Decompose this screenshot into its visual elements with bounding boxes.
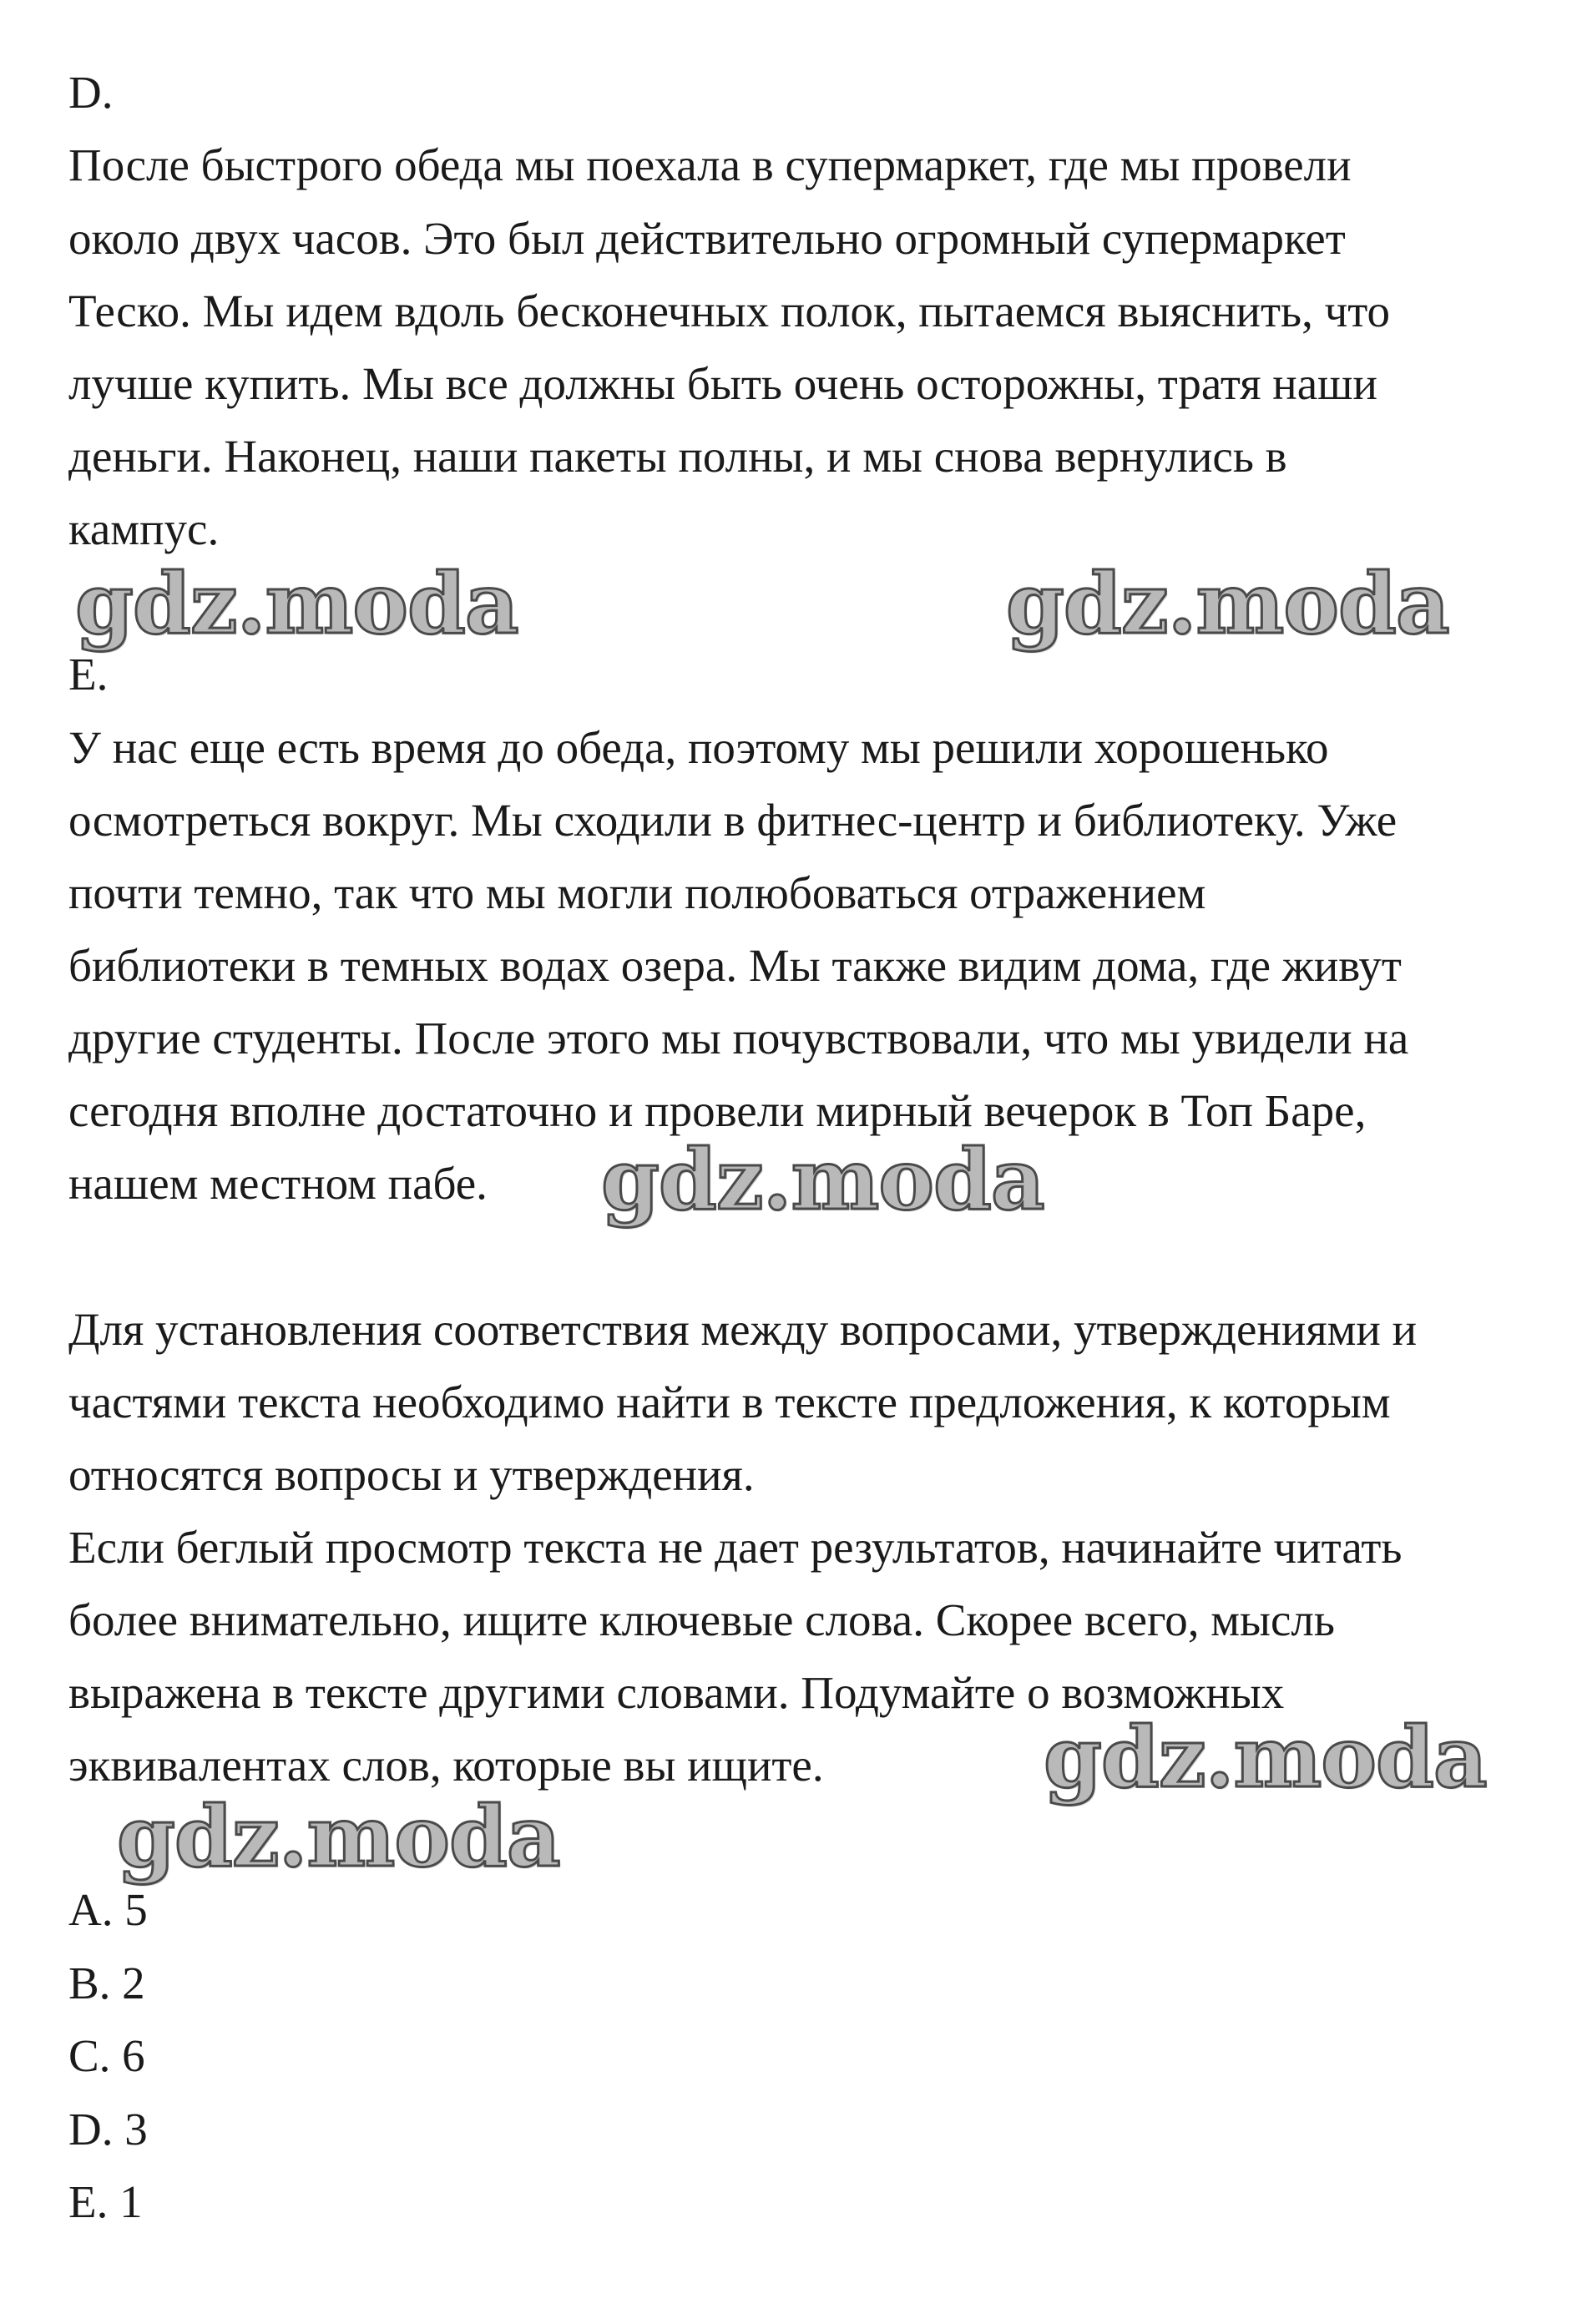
watermark-logo: gdz.moda: [75, 554, 518, 653]
instructions-line: относятся вопросы и утверждения.: [68, 1449, 755, 1500]
instructions-line: более внимательно, ищите ключевые слова. Скорее всего, мысль: [68, 1594, 1335, 1645]
answer-item: D. 3: [68, 2104, 148, 2155]
watermark-logo: gdz.moda: [1006, 554, 1449, 653]
section-d-line: около двух часов. Это был действительно огромный супермаркет: [68, 213, 1346, 264]
instructions-line: эквивалентах слов, которые вы ищите.: [68, 1740, 824, 1791]
section-d-line: После быстрого обеда мы поехала в супермаркет, где мы провели: [68, 139, 1352, 190]
section-e-line: нашем местном пабе.: [68, 1158, 488, 1209]
section-d-line: лучше купить. Мы все должны быть очень осторожны, тратя наши: [68, 358, 1377, 409]
section-e-label: E.: [68, 649, 109, 700]
section-e-line: почти темно, так что мы могли полюбоваться отражением: [68, 867, 1206, 918]
answer-item: C. 6: [68, 2030, 145, 2081]
watermark-logo: gdz.moda: [1044, 1708, 1487, 1806]
instructions-line: Для установления соответствия между вопросами, утверждениями и: [68, 1304, 1418, 1355]
section-e-line: осмотреться вокруг. Мы сходили в фитнес-центр и библиотеку. Уже: [68, 795, 1398, 846]
watermark-logo: gdz.moda: [601, 1130, 1044, 1229]
watermark-logo: gdz.moda: [117, 1787, 560, 1886]
answer-item: B. 2: [68, 1958, 145, 2008]
instructions-line: выражена в тексте другими словами. Подумайте о возможных: [68, 1667, 1285, 1718]
answer-item: E. 1: [68, 2176, 143, 2227]
section-d-line: кампус.: [68, 503, 220, 554]
answer-item: A. 5: [68, 1884, 148, 1935]
section-e-line: сегодня вполне достаточно и провели мирный вечерок в Топ Баре,: [68, 1085, 1367, 1136]
section-d-label: D.: [68, 67, 114, 118]
section-e-line: другие студенты. После этого мы почувствовали, что мы увидели на: [68, 1013, 1409, 1063]
instructions-line: частями текста необходимо найти в тексте предложения, к которым: [68, 1377, 1391, 1427]
section-e-line: библиотеки в темных водах озера. Мы также видим дома, где живут: [68, 940, 1402, 991]
section-d-line: деньги. Наконец, наши пакеты полны, и мы снова вернулись в: [68, 431, 1287, 482]
section-e-line: У нас еще есть время до обеда, поэтому мы решили хорошенько: [68, 722, 1329, 773]
section-d-line: Теско. Мы идем вдоль бесконечных полок, пытаемся выяснить, что: [68, 285, 1391, 336]
instructions-line: Если беглый просмотр текста не дает результатов, начинайте читать: [68, 1522, 1403, 1573]
